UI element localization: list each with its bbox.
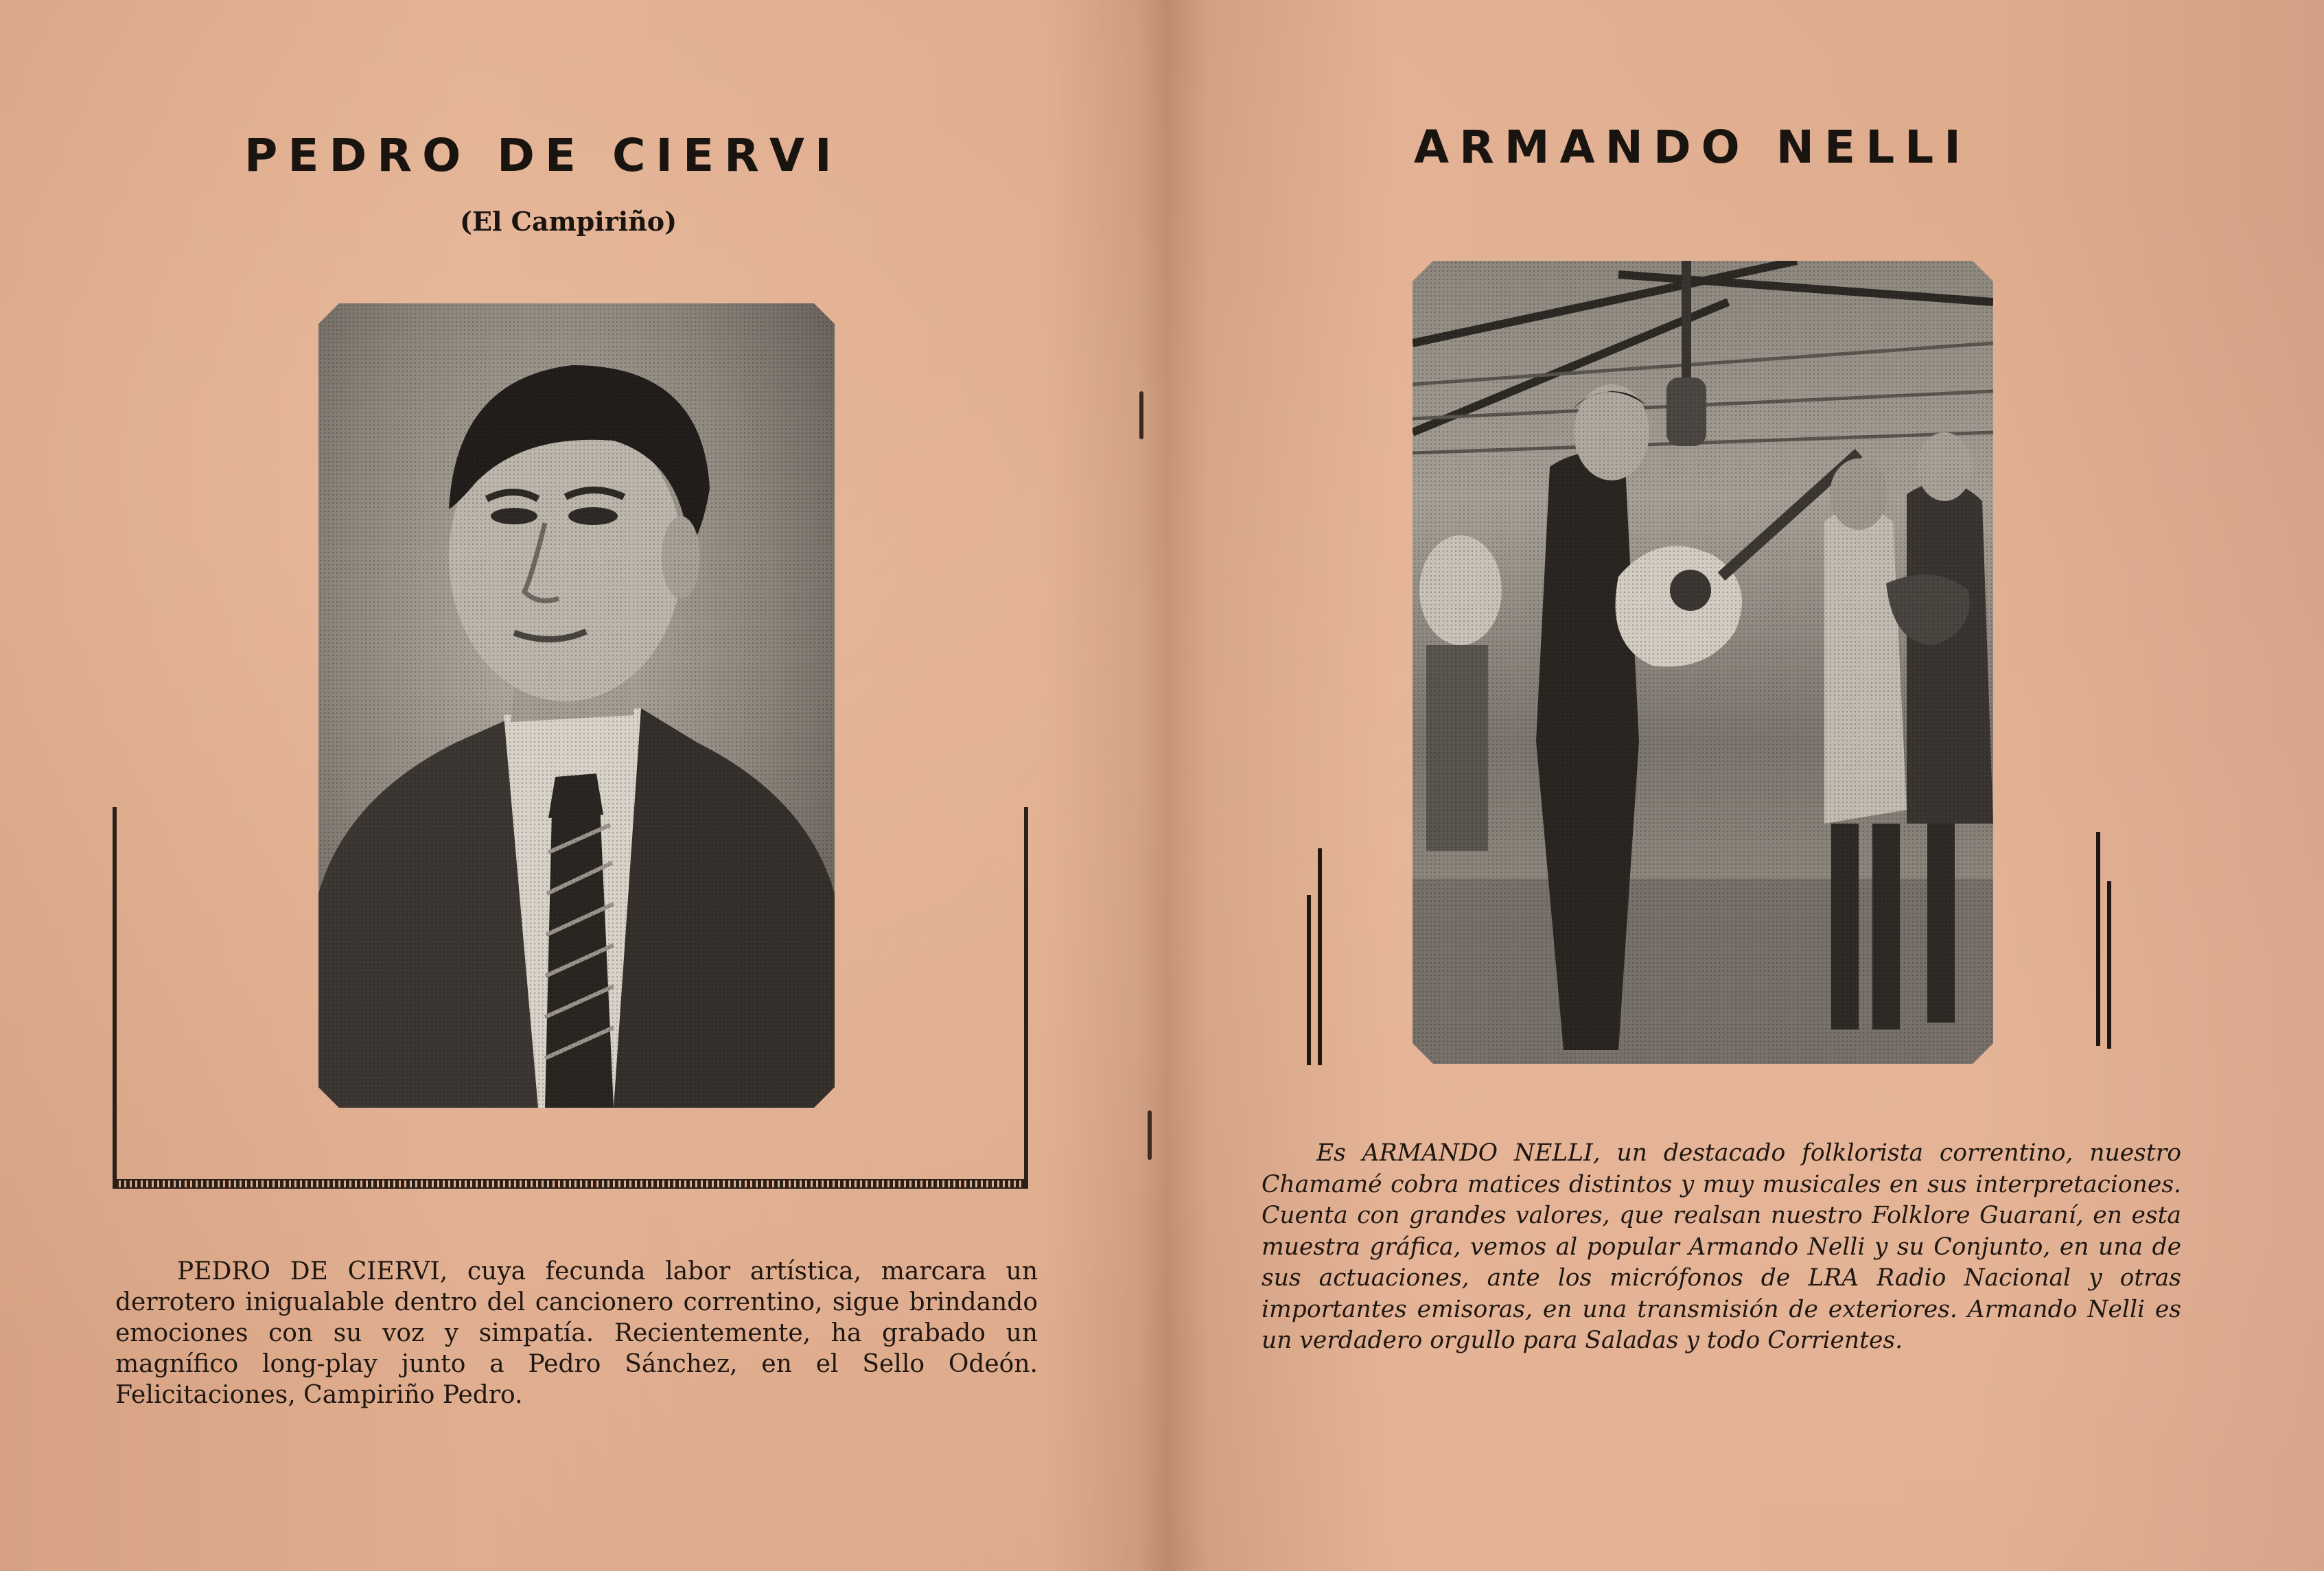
rule-right-short <box>2107 881 2111 1049</box>
rule-left-tall <box>1318 848 1322 1065</box>
rule-right-tall <box>2096 832 2100 1046</box>
frame-bottom-rule <box>115 1179 1027 1189</box>
portrait-illustration <box>318 303 835 1108</box>
page-title: ARMANDO NELLI <box>1414 121 1971 174</box>
portrait-photo <box>318 303 835 1108</box>
article-body: Es ARMANDO NELLI, un destacado folklorista correntino, nuestro Chamamé cobra matices distintos y muy musicales en sus interpretaciones. Cuenta con grandes valores, que realsan nuestro Folklore Guaraní, en esta muestra gráfica, vemos al popular Armando Nelli y su Conjunto, en una de sus actuaciones, ante los micrófonos de LRA Radio Nacional y otras importantes emisoras, en una transmisión de exteriores. Armando Nelli es un verdadero orgullo para Saladas y todo Corrientes. <box>1262 1139 2181 1354</box>
rule-left-short <box>1307 895 1311 1065</box>
left-page <box>0 0 1139 1571</box>
page-subtitle: (El Campiriño) <box>460 206 677 237</box>
article-body: PEDRO DE CIERVI, cuya fecunda labor artística, marcara un derrotero inigualable dentro del cancionero correntino, sigue brindando emociones con su voz y simpatía. Recientemente, ha grabado un magnífico long-play junto a Pedro Sánchez, en el Sello Odeón. Felicitaciones, Campiriño Pedro. <box>115 1257 1038 1409</box>
page-title: PEDRO DE CIERVI <box>244 129 842 182</box>
right-page <box>1139 0 2324 1571</box>
band-performance-photo <box>1413 261 1993 1064</box>
band-illustration <box>1413 261 1993 1064</box>
frame-right-bar <box>1024 807 1028 1189</box>
frame-left-bar <box>113 807 117 1189</box>
